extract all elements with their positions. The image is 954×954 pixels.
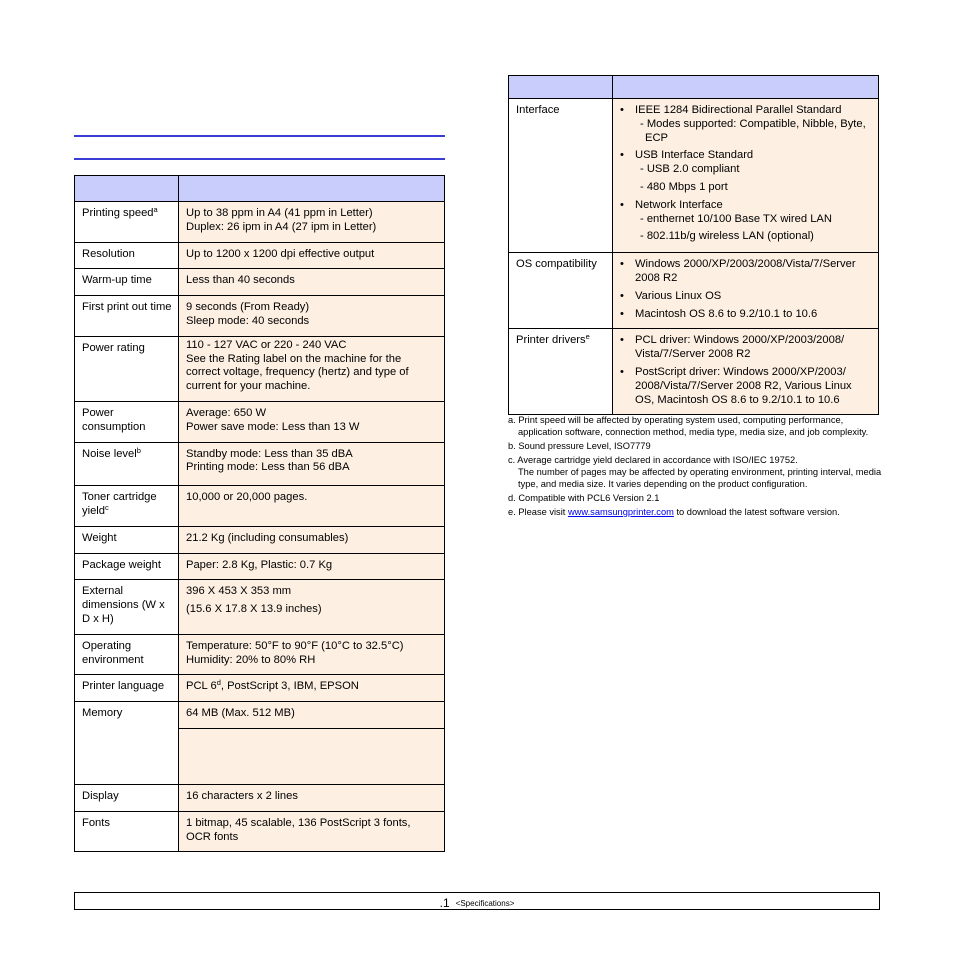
heading-rule-bottom — [74, 158, 445, 160]
table-header-row — [75, 176, 445, 202]
table-row — [75, 486, 445, 527]
list-subitem: - 480 Mbps 1 port — [640, 180, 728, 193]
row-value: Less than 40 seconds — [186, 274, 295, 287]
table-row — [75, 580, 445, 634]
footnote-ref: a — [153, 205, 158, 214]
row-label: OS compatibility — [509, 253, 613, 329]
row-label: Warm-up time — [75, 269, 179, 296]
row-value: Up to 1200 x 1200 dpi effective output — [186, 247, 375, 260]
row-value: Temperature: 50°F to 90°F (10°C to 32.5°C) — [186, 639, 404, 652]
table-row — [75, 401, 445, 442]
row-value: Power save mode: Less than 13 W — [186, 420, 360, 433]
table-row — [75, 634, 445, 675]
table-row — [75, 242, 445, 269]
footnote-ref: d — [216, 678, 221, 688]
row-label: Weight — [75, 526, 179, 553]
row-label: Interface — [509, 99, 613, 253]
row-value: 396 X 453 X 353 mm — [186, 585, 292, 598]
row-label: Resolution — [75, 242, 179, 269]
row-value: PCL 6 — [186, 680, 217, 693]
row-value: 110 - 127 VAC or 220 - 240 VAC — [186, 338, 347, 351]
footnote-d: d. Compatible with PCL6 Version 2.1 — [508, 493, 660, 503]
list-item: • PCL driver: Windows 2000/XP/2003/2008/ Vista/7/Server 2008 R2 — [618, 334, 870, 362]
row-value: 1 bitmap, 45 scalable, 136 PostScript 3 fonts, OCR fonts — [186, 816, 411, 843]
row-value: 21.2 Kg (including consumables) — [186, 531, 349, 544]
list-subitem: - USB 2.0 compliant — [640, 163, 740, 176]
table-row — [75, 269, 445, 296]
table-row — [75, 442, 445, 486]
row-value: (15.6 X 17.8 X 13.9 inches) — [186, 603, 322, 616]
list-item: • Network Interface - enthernet 10/100 Base TX wired LAN - 802.11b/g wireless LAN (optional) — [618, 199, 870, 244]
specifications-table-left — [74, 175, 445, 852]
table-row — [75, 526, 445, 553]
os-list — [618, 258, 870, 321]
footnote-ref: e — [585, 332, 590, 342]
section-name: <Specifications> — [455, 899, 515, 908]
row-value: Printing mode: Less than 56 dBA — [186, 461, 350, 474]
row-value: 16 characters x 2 lines — [186, 789, 298, 802]
list-subitem: - enthernet 10/100 Base TX wired LAN — [640, 212, 832, 225]
row-value: Sleep mode: 40 seconds — [186, 314, 310, 327]
row-value: Humidity: 20% to 80% RH — [186, 653, 316, 666]
table-row — [75, 553, 445, 580]
table-row — [75, 202, 445, 243]
row-value: 10,000 or 20,000 pages. — [186, 491, 308, 504]
row-label: Memory — [75, 702, 179, 785]
row-value: Up to 38 ppm in A4 (41 ppm in Letter) — [186, 207, 373, 219]
row-label: Operating environment — [75, 634, 179, 675]
row-value: Average: 650 W — [186, 406, 267, 419]
list-item: • Macintosh OS 8.6 to 9.2/10.1 to 10.6 — [618, 308, 870, 322]
row-value: 64 MB (Max. 512 MB) — [186, 707, 295, 720]
drivers-list — [618, 334, 870, 407]
row-label: Toner cartridge yield — [82, 491, 157, 517]
row-label: First print out time — [75, 296, 179, 337]
row-label: Fonts — [75, 811, 179, 852]
row-label: Printing speed — [82, 207, 154, 219]
table-row — [75, 296, 445, 337]
footnote-b: b. Sound pressure Level, ISO7779 — [508, 441, 651, 451]
footnote-a: a. Print speed will be affected by operating system used, computing performance, application software, connection method, media type, media size, and job complexity. — [508, 415, 869, 437]
specifications-table-right — [508, 75, 879, 415]
table-row — [75, 784, 445, 811]
footnote-c: c. Average cartridge yield declared in accordance with ISO/IEC 19752. The number of pages may be affected by operating environment, printing interval, media type, and media size. It varies depending on the product configuration. — [508, 455, 882, 489]
row-label: External dimensions (W x D x H) — [75, 580, 179, 634]
row-label: Printer drivers — [516, 334, 586, 347]
row-value: Duplex: 26 ipm in A4 (27 ipm in Letter) — [186, 220, 377, 233]
table-row — [509, 329, 879, 415]
row-label: Printer language — [75, 675, 179, 702]
footnote-e: e. Please visit www.samsungprinter.com to download the latest software version. — [508, 507, 840, 517]
row-label: Package weight — [75, 553, 179, 580]
samsung-printer-link[interactable]: www.samsungprinter.com — [567, 507, 674, 517]
row-label: Noise level — [82, 447, 137, 460]
list-item: • USB Interface Standard - USB 2.0 compliant - 480 Mbps 1 port — [618, 149, 870, 194]
table-row — [509, 253, 879, 329]
row-value: 9 seconds (From Ready) — [186, 301, 310, 314]
footnote-ref: b — [136, 445, 141, 455]
list-item: • Windows 2000/XP/2003/2008/Vista/7/Server 2008 R2 — [618, 258, 870, 286]
table-row — [509, 99, 879, 253]
list-subitem: - 802.11b/g wireless LAN (optional) — [640, 230, 814, 243]
table-row — [75, 675, 445, 702]
table-row — [75, 811, 445, 852]
interface-list — [618, 104, 870, 244]
list-subitem: - Modes supported: Compatible, Nibble, Byte, ECP — [640, 117, 866, 144]
footnotes — [508, 414, 882, 520]
row-label: Power consumption — [75, 401, 179, 442]
page-number: .1 — [439, 896, 450, 910]
list-item: • Various Linux OS — [618, 290, 870, 304]
table-header-row — [509, 76, 879, 99]
list-item: • IEEE 1284 Bidirectional Parallel Standard - Modes supported: Compatible, Nibble, Byte, ECP — [618, 104, 870, 145]
row-label: Display — [75, 784, 179, 811]
row-value: , PostScript 3, IBM, EPSON — [220, 680, 359, 693]
row-value: Paper: 2.8 Kg, Plastic: 0.7 Kg — [186, 558, 333, 571]
page-footer — [74, 892, 880, 910]
row-label: Power rating — [75, 336, 179, 401]
row-value: Standby mode: Less than 35 dBA — [186, 447, 353, 460]
list-item: • PostScript driver: Windows 2000/XP/2003/ 2008/Vista/7/Server 2008 R2, Various Linux OS, Macintosh OS 8.6 to 9.2/10.1 to 10.6 — [618, 366, 870, 407]
table-row — [75, 702, 445, 729]
table-row — [75, 336, 445, 401]
heading-rule-top — [74, 135, 445, 137]
row-value: See the Rating label on the machine for the correct voltage, frequency (hertz) and type of current for your machine. — [186, 352, 409, 393]
footnote-ref: c — [105, 502, 109, 512]
